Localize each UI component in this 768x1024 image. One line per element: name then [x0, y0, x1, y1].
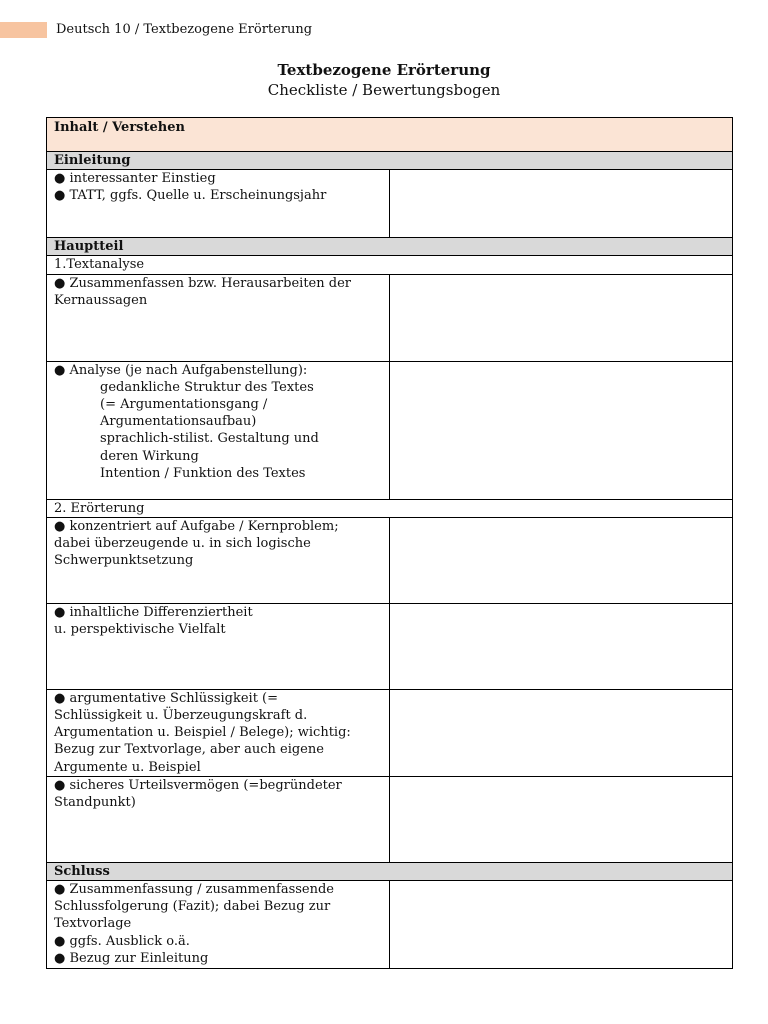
checklist-table — [46, 117, 733, 969]
criterion-line: Textvorlage — [54, 916, 132, 932]
criterion-line: Argumente u. Beispiel — [54, 759, 201, 775]
evaluation-cell[interactable] — [390, 776, 733, 862]
criterion-subline: sprachlich-stilist. Gestaltung und — [100, 431, 319, 447]
criterion-row-urteil — [47, 776, 733, 862]
header-color-bar — [0, 22, 47, 38]
criterion-text — [47, 689, 390, 776]
criterion-line: ● ggfs. Ausblick o.ä. — [54, 933, 190, 949]
page-subtitle: Checkliste / Bewertungsbogen — [267, 81, 501, 99]
group-row-hauptteil — [47, 238, 733, 256]
criterion-row-kernaussagen — [47, 274, 733, 361]
criterion-line: Argumentation u. Beispiel / Belege); wichtig: — [54, 725, 351, 741]
criterion-line: Standpunkt) — [54, 795, 136, 811]
section-row-inhalt — [47, 118, 733, 152]
criterion-text — [47, 361, 390, 499]
criterion-line: ● Bezug zur Einleitung — [54, 950, 209, 966]
criterion-text — [47, 776, 390, 862]
criterion-line: ● sicheres Urteilsvermögen (=begründeter — [54, 777, 342, 793]
evaluation-cell[interactable] — [390, 603, 733, 689]
section-heading: Inhalt / Verstehen — [47, 118, 733, 152]
group-row-schluss — [47, 862, 733, 880]
criterion-row-differenziertheit — [47, 603, 733, 689]
criterion-line: ● argumentative Schlüssigkeit (= — [54, 690, 279, 706]
group-heading-einleitung: Einleitung — [47, 152, 733, 170]
criterion-line: ● interessanter Einstieg — [54, 171, 216, 187]
criterion-subline: (= Argumentationsgang / — [100, 397, 268, 413]
evaluation-cell[interactable] — [390, 881, 733, 969]
criterion-subline: deren Wirkung — [100, 448, 199, 464]
criterion-subline: gedankliche Struktur des Textes — [100, 379, 314, 395]
subsection-label: 2. Erörterung — [47, 499, 733, 517]
criterion-line: ● Zusammenfassung / zusammenfassende — [54, 882, 334, 898]
criterion-line: ● Analyse (je nach Aufgabenstellung): — [54, 362, 308, 378]
criterion-line: dabei überzeugende u. in sich logische — [54, 536, 311, 552]
page-title: Textbezogene Erörterung — [277, 61, 491, 79]
subsection-row-textanalyse — [47, 256, 733, 274]
criterion-line: ● TATT, ggfs. Quelle u. Erscheinungsjahr — [54, 188, 327, 204]
criterion-text — [47, 881, 390, 969]
criterion-row-analyse — [47, 361, 733, 499]
course-header: Deutsch 10 / Textbezogene Erörterung — [56, 22, 313, 37]
evaluation-cell[interactable] — [390, 361, 733, 499]
criterion-row-schluss — [47, 881, 733, 969]
subsection-label: 1.Textanalyse — [47, 256, 733, 274]
criterion-text — [47, 603, 390, 689]
criterion-subline: Argumentationsaufbau) — [100, 414, 257, 430]
criterion-row-schluessigkeit — [47, 689, 733, 776]
evaluation-cell[interactable] — [390, 170, 733, 238]
criterion-line: u. perspektivische Vielfalt — [54, 622, 226, 638]
evaluation-cell[interactable] — [390, 689, 733, 776]
criterion-text — [47, 170, 390, 238]
subsection-row-eroerterung — [47, 499, 733, 517]
group-heading-hauptteil: Hauptteil — [47, 238, 733, 256]
criterion-row-einleitung — [47, 170, 733, 238]
criterion-subline: Intention / Funktion des Textes — [100, 465, 306, 481]
criterion-line: Bezug zur Textvorlage, aber auch eigene — [54, 742, 324, 758]
criterion-text — [47, 274, 390, 361]
criterion-text — [47, 517, 390, 603]
criterion-line: ● inhaltliche Differenziertheit — [54, 604, 253, 620]
evaluation-cell[interactable] — [390, 517, 733, 603]
group-heading-schluss: Schluss — [47, 862, 733, 880]
criterion-line: ● Zusammenfassen bzw. Herausarbeiten der — [54, 275, 351, 291]
criterion-line: Schwerpunktsetzung — [54, 553, 194, 569]
evaluation-cell[interactable] — [390, 274, 733, 361]
group-row-einleitung — [47, 152, 733, 170]
criterion-row-kernproblem — [47, 517, 733, 603]
criterion-line: ● konzentriert auf Aufgabe / Kernproblem; — [54, 518, 339, 534]
criterion-line: Schlussfolgerung (Fazit); dabei Bezug zur — [54, 899, 331, 915]
criterion-line: Kernaussagen — [54, 292, 148, 308]
criterion-line: Schlüssigkeit u. Überzeugungskraft d. — [54, 708, 308, 724]
